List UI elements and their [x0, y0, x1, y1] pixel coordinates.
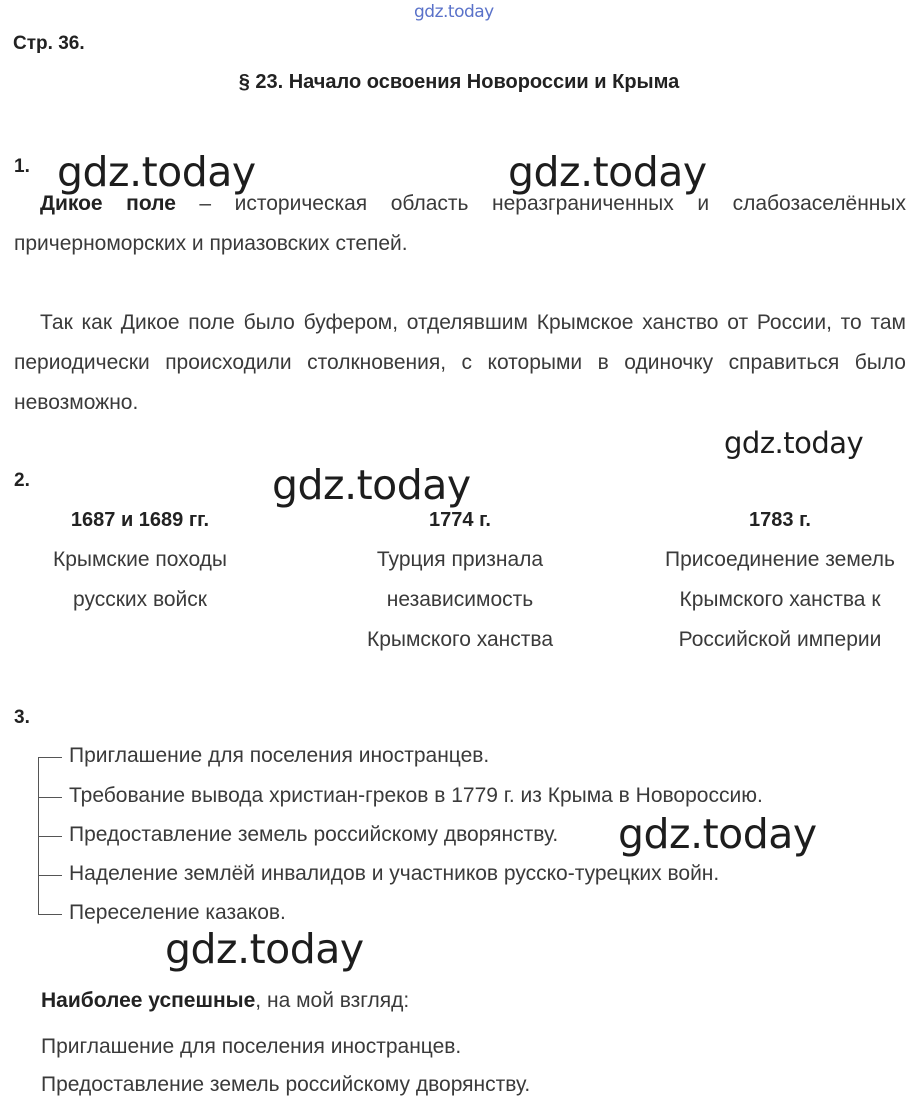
tree-branch: [38, 757, 62, 758]
timeline-text: Крымского ханства к: [679, 588, 881, 611]
list-item: Предоставление земель российскому дворянству.: [69, 823, 559, 846]
watermark-6: gdz.today: [165, 925, 364, 973]
timeline-text: Крымские походы: [52, 548, 228, 571]
task-1-number: 1.: [14, 156, 30, 177]
summary-line: [41, 989, 409, 1013]
timeline-text: Российской империи: [678, 628, 882, 651]
list-item: Наделение землёй инвалидов и участников русско-турецких войн.: [69, 862, 720, 885]
tree-branch: [38, 836, 62, 837]
timeline-text: русских войск: [73, 588, 207, 611]
task-3-number: 3.: [14, 707, 30, 728]
timeline-year-3: 1783 г.: [749, 509, 811, 531]
watermark-top: gdz.today: [414, 2, 494, 22]
timeline-text: независимость: [386, 588, 534, 611]
list-item: Требование вывода христиан-греков в 1779 г. из Крыма в Новороссию.: [69, 784, 763, 807]
tree-branch: [38, 875, 62, 876]
timeline-column-2: [330, 500, 590, 660]
timeline-text: Крымского ханства: [366, 628, 554, 651]
list-item: Переселение казаков.: [69, 901, 286, 924]
task-1-definition: [14, 184, 906, 264]
task-1-paragraph: Так как Дикое поле было буфером, отделявшим Крымское ханство от России, то там периодически происходили столкновения, с которыми в одиночку справиться было невозможно.: [14, 311, 906, 414]
definition-text: – историческая область неразграниченных и слабозаселённых причерноморских и приазовских степей.: [14, 192, 906, 255]
best-item: Предоставление земель российскому дворянству.: [41, 1073, 531, 1096]
watermark-4: gdz.today: [272, 461, 471, 509]
summary-rest: , на мой взгляд:: [255, 989, 410, 1012]
timeline-year-1: 1687 и 1689 гг.: [70, 509, 210, 531]
watermark-3: gdz.today: [724, 426, 864, 460]
timeline-column-3: [640, 500, 918, 660]
page-title: § 23. Начало освоения Новороссии и Крыма: [238, 71, 680, 93]
term: Дикое поле: [40, 192, 176, 215]
summary-bold: Наиболее успешные: [41, 989, 256, 1012]
timeline-text: Присоединение земель: [665, 548, 895, 571]
watermark-5: gdz.today: [618, 810, 817, 858]
watermark-2: gdz.today: [508, 148, 707, 196]
timeline-text: Турция признала: [376, 548, 544, 571]
timeline-year-2: 1774 г.: [429, 509, 491, 531]
tree-branch: [38, 797, 62, 798]
watermark-1: gdz.today: [57, 148, 256, 196]
timeline-column-1: [20, 500, 260, 620]
page-label: Стр. 36.: [13, 33, 85, 54]
best-item: Приглашение для поселения иностранцев.: [41, 1035, 462, 1058]
list-item: Приглашение для поселения иностранцев.: [69, 744, 490, 767]
task-2-number: 2.: [14, 470, 30, 491]
tree-branch: [38, 914, 62, 915]
